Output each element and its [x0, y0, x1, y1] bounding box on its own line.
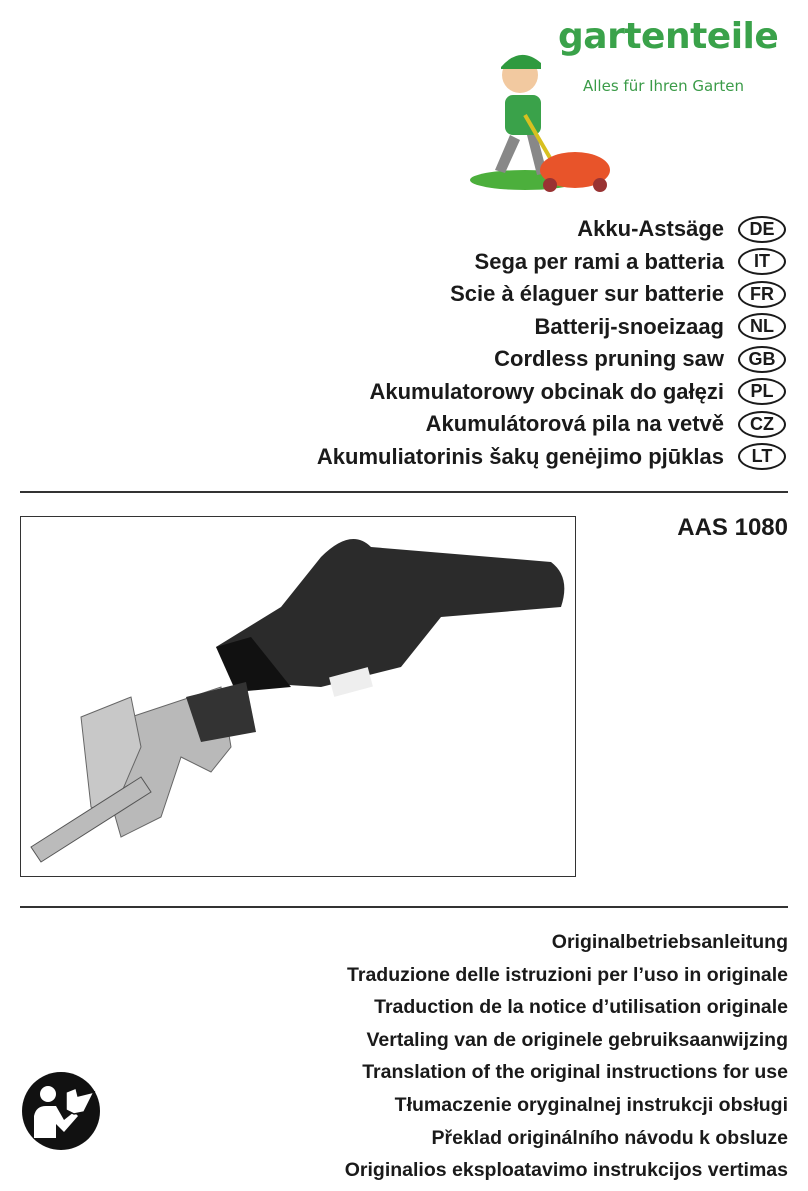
- instruction-line: Traduction de la notice d’utilisation originale: [374, 996, 788, 1019]
- title-row-fr: [317, 278, 786, 311]
- title-text: Akumulatorowy obcinak do gałęzi: [369, 378, 724, 404]
- language-badge: CZ: [738, 411, 786, 438]
- title-text: Sega per rami a batteria: [474, 248, 724, 274]
- language-badge: PL: [738, 378, 786, 405]
- language-badge: IT: [738, 248, 786, 275]
- instruction-line: Tłumaczenie oryginalnej instrukcji obsługi: [394, 1093, 788, 1116]
- instruction-line: Traduzione delle istruzioni per l’uso in originale: [347, 963, 788, 986]
- divider-bottom: [20, 906, 788, 908]
- divider-top: [20, 491, 788, 493]
- language-badge: GB: [738, 346, 786, 373]
- language-badge: LT: [738, 443, 786, 470]
- instruction-line: Originalbetriebsanleitung: [551, 931, 788, 953]
- title-row-pl: [317, 376, 786, 409]
- model-number: AAS 1080: [677, 514, 788, 541]
- instruction-line: Translation of the original instructions for use: [362, 1061, 788, 1084]
- title-row-it: [317, 246, 786, 279]
- title-text: Akumulátorová pila na vetvě: [425, 411, 724, 437]
- read-manual-icon: [22, 1072, 100, 1150]
- instruction-line: Originalios eksploatavimo instrukcijos vertimas: [344, 1159, 788, 1182]
- title-text: Akumuliatorinis šakų genėjimo pjūklas: [316, 443, 724, 469]
- title-row-gb: [317, 343, 786, 376]
- product-titles: [317, 213, 786, 473]
- instruction-line: Vertaling van de originele gebruiksaanwijzing: [366, 1028, 788, 1051]
- instruction-titles: [345, 926, 788, 1187]
- title-row-de: [317, 213, 786, 246]
- language-badge: FR: [738, 281, 786, 308]
- instruction-line: Překlad originálního návodu k obsluze: [431, 1126, 788, 1149]
- title-text: Scie à élaguer sur batterie: [450, 281, 724, 307]
- pruning-saw-image: [21, 517, 575, 876]
- brand-name: gartenteile: [558, 16, 779, 57]
- title-row-lt: [317, 441, 786, 474]
- language-badge: NL: [738, 313, 786, 340]
- title-text: Cordless pruning saw: [494, 346, 724, 372]
- title-row-nl: [317, 311, 786, 344]
- title-text: Batterij-snoeizaag: [534, 313, 724, 339]
- title-row-cz: [317, 408, 786, 441]
- brand-slogan: Alles für Ihren Garten: [583, 77, 745, 95]
- title-text: Akku-Astsäge: [577, 216, 724, 242]
- product-image-frame: [20, 516, 576, 877]
- language-badge: DE: [738, 216, 786, 243]
